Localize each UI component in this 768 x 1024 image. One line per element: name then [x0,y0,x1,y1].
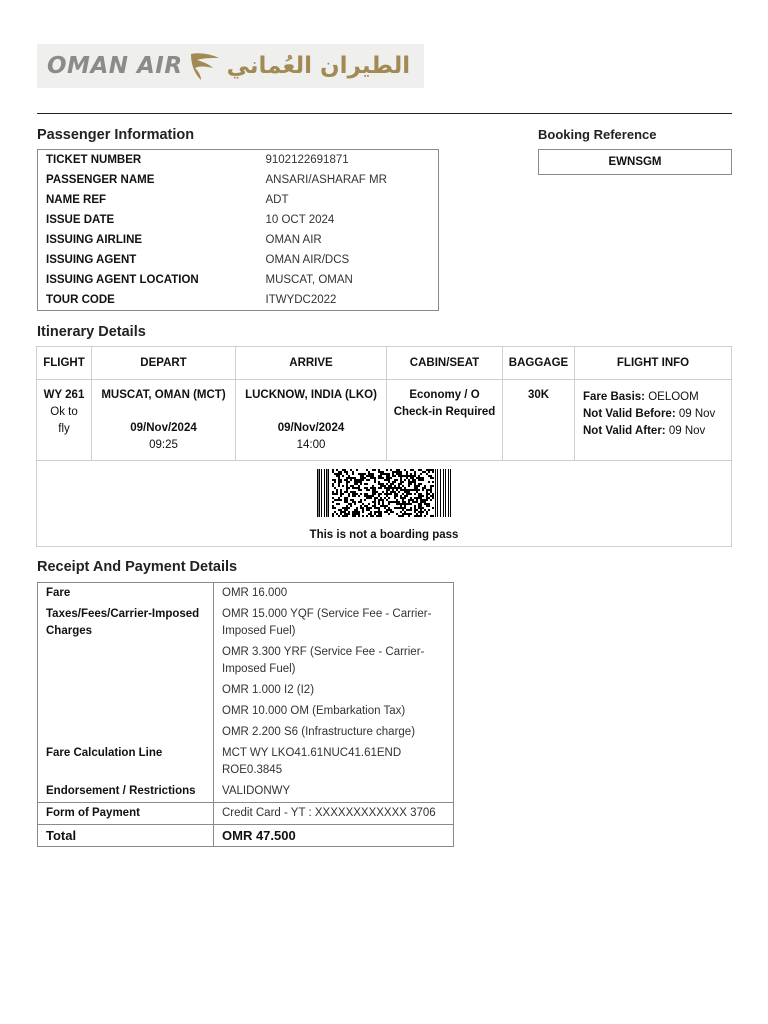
table-row [38,290,439,310]
form-of-payment-label: Form of Payment [38,803,214,825]
form-of-payment-value: Credit Card - YT : XXXXXXXXXXXX 3706 [214,803,454,825]
row-label: TOUR CODE [46,293,115,306]
row-value: ADT [265,193,289,206]
table-row [38,803,454,825]
col-cabin-seat: CABIN/SEAT [387,347,503,380]
logo-text-en: OMAN AIR [47,53,183,79]
flight-cell [37,380,92,461]
fare-value: OMR 16.000 [222,587,288,599]
col-baggage: BAGGAGE [503,347,575,380]
table-row [38,583,454,605]
receipt-title: Receipt And Payment Details [37,559,238,575]
khanjar-bird-icon [187,50,221,82]
flight-number: WY 261 [43,389,85,401]
cabin-class: Economy / O [409,389,480,401]
fare-calc-value: MCT WY LKO41.61NUC41.61END ROE0.3845 [222,747,402,776]
total-row [38,825,454,847]
passenger-info-title: Passenger Information [37,127,195,143]
booking-reference-title: Booking Reference [538,127,657,142]
row-value: ITWYDC2022 [265,293,337,306]
row-value: ANSARI/ASHARAF MR [265,173,387,186]
tax-line: OMR 10.000 OM (Embarkation Tax) [222,705,406,717]
not-valid-before-label: Not Valid Before: [583,408,676,420]
not-valid-after-label: Not Valid After: [583,425,666,437]
table-row [38,604,454,642]
cabin-cell [387,380,503,461]
itinerary-title: Itinerary Details [37,324,146,340]
barcode-row [37,461,732,547]
barcode-cell [37,461,732,547]
checkin-note: Check-in Required [393,406,496,418]
depart-cell [92,380,236,461]
table-header-row [37,347,732,380]
table-row [38,743,454,781]
row-label: PASSENGER NAME [46,173,155,186]
oman-air-logo [37,44,424,88]
table-row [38,210,439,230]
tax-line: OMR 3.300 YRF (Service Fee - Carrier-Imposed Fuel) [222,646,425,675]
row-value: OMAN AIR [265,233,322,246]
fare-basis-label: Fare Basis: [583,391,646,403]
arrive-time: 14:00 [296,439,326,451]
fare-basis-value: OELOOM [648,391,699,403]
fare-label: Fare [38,583,214,605]
row-value: OMAN AIR/DCS [265,254,350,267]
barcode-note: This is not a boarding pass [309,529,459,541]
depart-date: 09/Nov/2024 [130,422,197,434]
not-valid-after-value: 09 Nov [668,425,706,437]
arrive-date: 09/Nov/2024 [277,422,345,434]
tax-line: OMR 1.000 I2 (I2) [222,684,315,696]
tax-line: OMR 15.000 YQF (Service Fee - Carrier-Imposed Fuel) [222,608,432,637]
row-value: 9102122691871 [265,153,349,166]
table-row [38,270,439,290]
row-label: ISSUING AGENT LOCATION [46,274,199,287]
row-label: NAME REF [46,193,107,206]
table-row [38,230,439,250]
table-row [38,250,439,270]
arrive-cell [236,380,387,461]
flight-status: Ok to fly [50,406,78,435]
table-row [38,170,439,190]
itinerary-table [36,346,732,547]
row-label: ISSUING AGENT [46,254,137,267]
header-rule [37,113,732,114]
baggage-cell [503,380,575,461]
row-label: ISSUE DATE [46,213,115,226]
row-value: 10 OCT 2024 [265,213,335,226]
table-row [37,380,732,461]
tax-line: OMR 2.200 S6 (Infrastructure charge) [222,726,416,738]
barcode-image [317,469,451,517]
table-row [38,190,439,210]
table-row [38,781,454,803]
receipt-table [37,582,454,847]
not-valid-before-value: 09 Nov [678,408,716,420]
col-flight: FLIGHT [37,347,92,380]
taxes-label: Taxes/Fees/Carrier-Imposed Charges [38,604,214,743]
col-flight-info: FLIGHT INFO [575,347,732,380]
total-value: OMR 47.500 [214,825,454,847]
fare-calc-label: Fare Calculation Line [38,743,214,781]
col-depart: DEPART [92,347,236,380]
depart-time: 09:25 [149,439,178,451]
arrive-place: LUCKNOW, INDIA (LKO) [245,389,377,401]
col-arrive: ARRIVE [236,347,387,380]
row-label: TICKET NUMBER [46,153,142,166]
endorsement-value: VALIDONWY [222,785,291,797]
depart-place: MUSCAT, OMAN (MCT) [101,389,226,401]
flight-info-cell [575,380,732,461]
table-row [38,150,439,170]
total-label: Total [38,825,214,847]
baggage-allowance: 30K [527,389,550,401]
passenger-info-table [37,149,439,311]
logo-text-ar: الطيران العُماني [226,53,411,79]
row-label: ISSUING AIRLINE [46,233,143,246]
endorsement-label: Endorsement / Restrictions [38,781,214,803]
booking-reference-value: EWNSGM [538,149,732,175]
row-value: MUSCAT, OMAN [265,274,353,287]
